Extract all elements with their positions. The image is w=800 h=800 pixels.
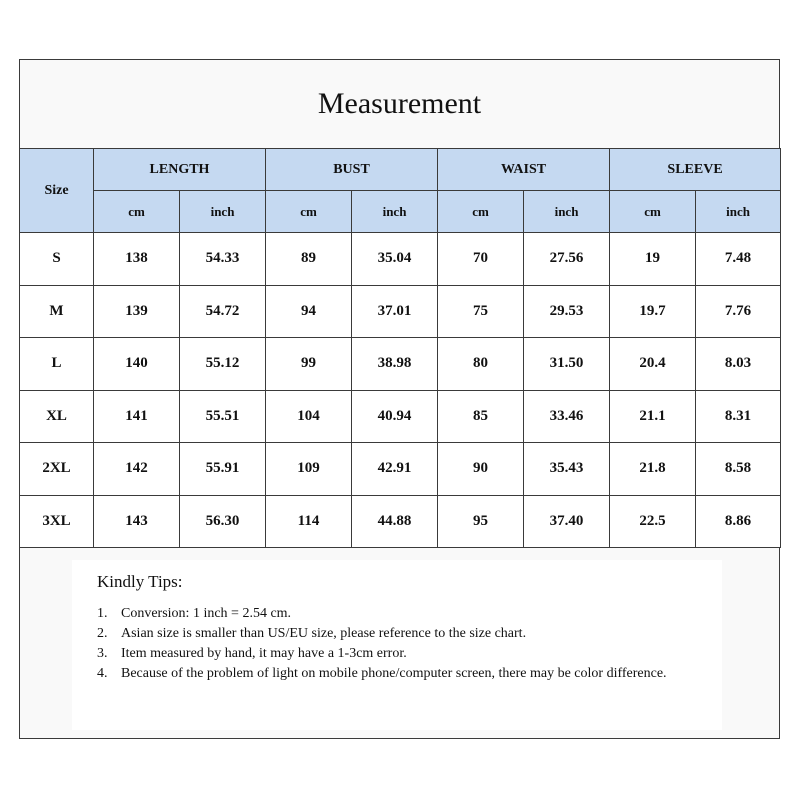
unit-header-cm: cm <box>266 191 352 233</box>
tip-number: 1. <box>97 606 108 621</box>
size-table <box>19 148 781 548</box>
value-cell: 55.51 <box>180 390 266 443</box>
value-cell: 94 <box>266 285 352 338</box>
value-cell: 139 <box>94 285 180 338</box>
tips-list <box>97 604 697 684</box>
unit-header-inch: inch <box>696 191 781 233</box>
value-cell: 37.40 <box>524 495 610 548</box>
unit-header-cm: cm <box>94 191 180 233</box>
size-cell: 2XL <box>20 443 94 496</box>
value-cell: 55.91 <box>180 443 266 496</box>
value-cell: 142 <box>94 443 180 496</box>
group-header-length: LENGTH <box>94 149 266 191</box>
value-cell: 38.98 <box>352 338 438 391</box>
value-cell: 20.4 <box>610 338 696 391</box>
tip-number: 2. <box>97 626 108 641</box>
unit-header-inch: inch <box>524 191 610 233</box>
unit-header-inch: inch <box>180 191 266 233</box>
value-cell: 55.12 <box>180 338 266 391</box>
value-cell: 114 <box>266 495 352 548</box>
tip-item <box>97 664 697 684</box>
value-cell: 80 <box>438 338 524 391</box>
tip-item <box>97 644 697 664</box>
value-cell: 99 <box>266 338 352 391</box>
size-cell: 3XL <box>20 495 94 548</box>
value-cell: 56.30 <box>180 495 266 548</box>
value-cell: 95 <box>438 495 524 548</box>
group-header-bust: BUST <box>266 149 438 191</box>
value-cell: 85 <box>438 390 524 443</box>
value-cell: 35.43 <box>524 443 610 496</box>
value-cell: 19.7 <box>610 285 696 338</box>
tip-item <box>97 624 697 644</box>
value-cell: 33.46 <box>524 390 610 443</box>
value-cell: 8.31 <box>696 390 781 443</box>
value-cell: 40.94 <box>352 390 438 443</box>
tip-item <box>97 604 697 624</box>
value-cell: 21.1 <box>610 390 696 443</box>
tip-text: Item measured by hand, it may have a 1-3cm error. <box>121 646 407 661</box>
value-cell: 7.76 <box>696 285 781 338</box>
value-cell: 42.91 <box>352 443 438 496</box>
size-cell: L <box>20 338 94 391</box>
tip-text: Conversion: 1 inch = 2.54 cm. <box>121 606 292 621</box>
value-cell: 70 <box>438 233 524 286</box>
chart-title: Measurement <box>20 60 779 148</box>
table-row <box>20 495 781 548</box>
table-row <box>20 338 781 391</box>
value-cell: 8.86 <box>696 495 781 548</box>
value-cell: 8.03 <box>696 338 781 391</box>
table-row <box>20 390 781 443</box>
value-cell: 140 <box>94 338 180 391</box>
value-cell: 22.5 <box>610 495 696 548</box>
value-cell: 138 <box>94 233 180 286</box>
unit-header-inch: inch <box>352 191 438 233</box>
value-cell: 75 <box>438 285 524 338</box>
unit-header-cm: cm <box>438 191 524 233</box>
value-cell: 44.88 <box>352 495 438 548</box>
value-cell: 29.53 <box>524 285 610 338</box>
size-cell: S <box>20 233 94 286</box>
value-cell: 27.56 <box>524 233 610 286</box>
size-cell: M <box>20 285 94 338</box>
tips-panel <box>72 560 722 730</box>
value-cell: 21.8 <box>610 443 696 496</box>
value-cell: 54.72 <box>180 285 266 338</box>
value-cell: 143 <box>94 495 180 548</box>
value-cell: 90 <box>438 443 524 496</box>
table-row <box>20 285 781 338</box>
value-cell: 19 <box>610 233 696 286</box>
table-row <box>20 233 781 286</box>
tip-text: Because of the problem of light on mobile phone/computer screen, there may be color difference. <box>121 666 667 681</box>
table-header <box>20 149 781 233</box>
size-cell: XL <box>20 390 94 443</box>
value-cell: 37.01 <box>352 285 438 338</box>
value-cell: 109 <box>266 443 352 496</box>
value-cell: 89 <box>266 233 352 286</box>
value-cell: 35.04 <box>352 233 438 286</box>
value-cell: 8.58 <box>696 443 781 496</box>
group-header-sleeve: SLEEVE <box>610 149 781 191</box>
table-row <box>20 443 781 496</box>
value-cell: 141 <box>94 390 180 443</box>
unit-header-cm: cm <box>610 191 696 233</box>
table-body <box>20 233 781 548</box>
tips-title: Kindly Tips: <box>97 572 183 591</box>
value-cell: 7.48 <box>696 233 781 286</box>
group-header-waist: WAIST <box>438 149 610 191</box>
tip-number: 3. <box>97 646 108 661</box>
value-cell: 31.50 <box>524 338 610 391</box>
tip-text: Asian size is smaller than US/EU size, please reference to the size chart. <box>121 626 527 641</box>
measurement-chart <box>19 59 780 739</box>
value-cell: 54.33 <box>180 233 266 286</box>
size-header: Size <box>20 149 94 233</box>
value-cell: 104 <box>266 390 352 443</box>
tip-number: 4. <box>97 666 108 681</box>
